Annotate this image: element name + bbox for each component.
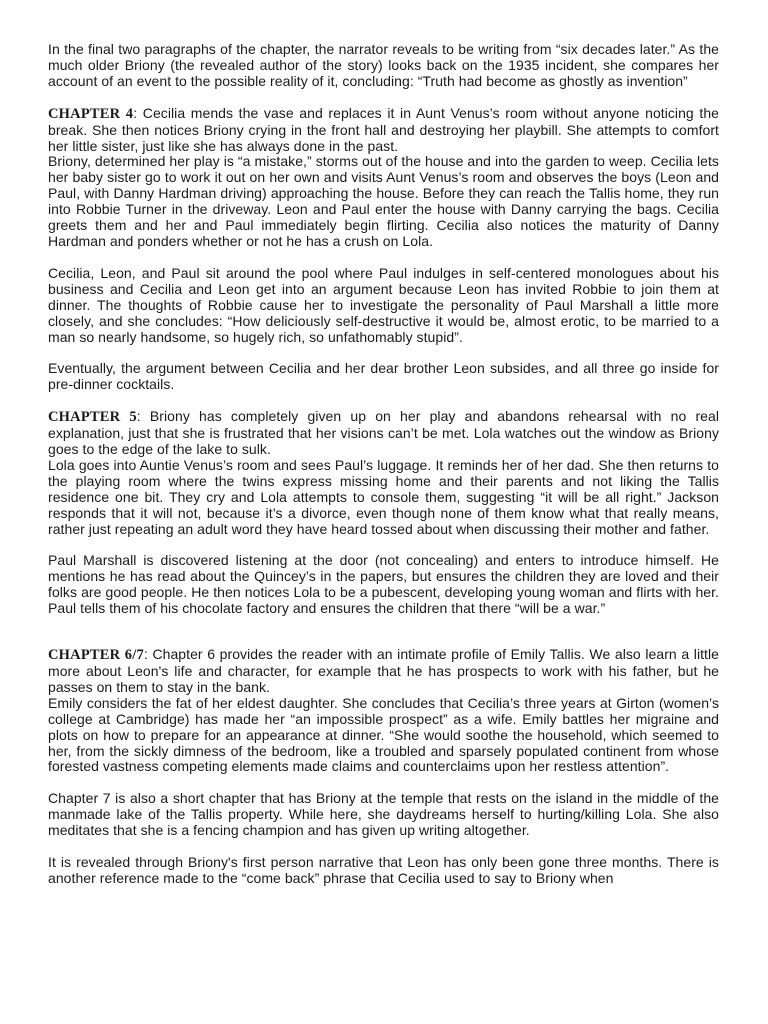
paragraph-narrator-six-decades: In the final two paragraphs of the chapter, the narrator reveals to be writing from “six decades later.” As the much older Briony (the revealed author of the story) looks back on the 1935 incident, she compares her account of an event to the possible reality of it, concluding: “Truth had become as ghostly as invention”	[48, 41, 719, 89]
paragraph-chapter-7-temple: Chapter 7 is also a short chapter that has Briony at the temple that rests on the island in the middle of the manmade lake of the Tallis property. While here, she daydreams herself to hurting/killing Lola. She also meditates that she is a fencing champion and has given up writing altogether.	[48, 790, 719, 839]
paragraph-paul-marshall: Paul Marshall is discovered listening at the door (not concealing) and enters to introduce himself. He mentions he has read about the Quincey’s in the papers, but ensures the children they are loved and their folks are good people. He then notices Lola to be a pubescent, developing young woman and flirts with her. Paul tells them of his chocolate factory and ensures the children that there “will be a war.”	[48, 552, 719, 617]
chapter-6-7-heading: CHAPTER 6/7	[48, 647, 144, 664]
chapter-6-7-text: : Chapter 6 provides the reader with an intimate profile of Emily Tallis. We also learn a little more about Leon's life and character, for example that he has prospects to work with his father, but he passes on them to stay in the bank.	[48, 646, 719, 695]
paragraph-briony-play-mistake: Briony, determined her play is “a mistake,” storms out of the house and into the garden to weep. Cecilia lets her baby sister go to work it out on her own and visits Aunt Venus’s room and observes the boys (Leon and Paul, with Danny Hardman driving) approaching the house. Before they can reach the Tallis home, they run into Robbie Turner in the driveway. Leon and Paul enter the house with Danny carrying the bags. Cecilia greets them and her and Paul immediately begin flirting. Cecilia also notices the maturity of Danny Hardman and ponders whether or not he has a crush on Lola.	[48, 153, 719, 249]
paragraph-chapter-6-7	[48, 647, 719, 696]
paragraph-argument-subsides: Eventually, the argument between Cecilia and her dear brother Leon subsides, and all three go inside for pre-dinner cocktails.	[48, 360, 719, 393]
chapter-5-text: : Briony has completely given up on her play and abandons rehearsal with no real explanation, just that she is frustrated that her visions can’t be met. Lola watches out the window as Briony goes to the edge of the lake to sulk.	[48, 408, 719, 458]
chapter-5-heading: CHAPTER 5	[48, 409, 137, 426]
chapter-4-text: : Cecilia mends the vase and replaces it in Aunt Venus’s room without anyone noticing the break. She then notices Briony crying in the front hall and destroying her playbill. She attempts to comfort her little sister, just like she has always done in the past.	[48, 104, 719, 154]
paragraph-leon-three-months: It is revealed through Briony's first person narrative that Leon has only been gone three months. There is another reference made to the “come back” phrase that Cecilia used to say to Briony when	[48, 854, 719, 886]
paragraph-pool-conversation: Cecilia, Leon, and Paul sit around the pool where Paul indulges in self-centered monologues about his business and Cecilia and Leon get into an argument because Leon has invited Robbie to join them at dinner. The thoughts of Robbie cause her to investigate the personality of Paul Marshall a little more closely, and she concludes: “How deliciously self-destructive it would be, almost erotic, to be married to a man so nearly handsome, so hugely rich, so unfathomably stupid”.	[48, 264, 719, 345]
paragraph-chapter-5	[48, 409, 719, 458]
paragraph-emily-tallis: Emily considers the fat of her eldest daughter. She concludes that Cecilia’s three years at Girton (women’s college at Cambridge) has made her “an impossible prospect” as a wife. Emily battles her migraine and plots on how to prepare for an appearance at dinner. “She would soothe the household, which seemed to her, from the sickly dimness of the bedroom, like a troubled and sparsely populated continent from whose forested vastness competing elements made claims and counterclaims upon her restless attention”.	[48, 694, 719, 775]
paragraph-lola-venus-room: Lola goes into Auntie Venus’s room and sees Paul’s luggage. It reminds her of her dad. She then returns to the playing room where the twins express missing home and their parents and not liking the Tallis residence one bit. They cry and Lola attempts to console them, suggesting “it will be all right.” Jackson responds that it will not, because it’s a divorce, even though none of them know what that really means, rather just repeating an adult word they have heard tossed about when discussing their mother and father.	[48, 456, 719, 537]
document-page	[48, 42, 719, 887]
paragraph-chapter-4	[48, 106, 719, 155]
chapter-4-heading: CHAPTER 4	[48, 105, 134, 122]
